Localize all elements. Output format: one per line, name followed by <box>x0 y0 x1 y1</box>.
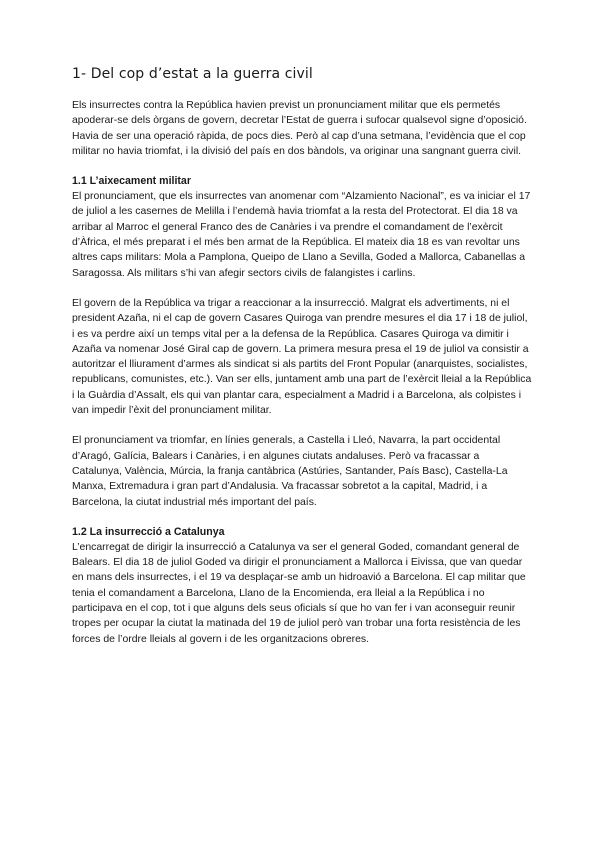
paragraph: El pronunciament, que els insurrectes van anomenar com “Alzamiento Nacional”, es va iniciar el 17 de juliol a les casernes de Melilla i l’endemà havia triomfat a la resta del Protectorat. El dia 18 va arribar al Marroc el general Franco des de Canàries i va prendre el comandament de l’exèrcit d’Àfrica, el més preparat i el més ben armat de la República. El mateix dia 18 es van revoltar uns altres caps militars: Mola a Pamplona, Queipo de Llano a Sevilla, Goded a Mallorca, Cabanellas a Saragossa. Als militars s’hi van afegir sectors civils de falangistes i carlins. <box>72 191 531 279</box>
intro-paragraph: Els insurrectes contra la República havien previst un pronunciament militar que els permetés apoderar-se dels òrgans de govern, decretar l’Estat de guerra i sufocar qualsevol signe d’oposició. Havia de ser una operació ràpida, de pocs dies. Però al cap d’una setmana, l’evidència que el cop militar no havia triomfat, i la divisió del país en dos bàndols, va originar una sangnant guerra civil. <box>72 100 527 157</box>
paragraph: L’encarregat de dirigir la insurrecció a Catalunya va ser el general Goded, comandant general de Balears. El dia 18 de juliol Goded va dirigir el pronunciament a Mallorca i Eivissa, que van quedar en mans dels insurrectes, i el 19 va desplaçar-se amb un hidroavió a Barcelona. El cap militar que tenia el comandament a Barcelona, Llano de la Encomienda, era lleial a la República i no participava en el cop, tot i que alguns dels seus oficials sí que ho van fer i van aconseguir reunir tropes per ocupar la ciutat la matinada del 19 de juliol però van trobar una forta resistència de les forces de l’ordre lleials al govern i de les organitzacions obreres. <box>72 541 526 645</box>
paragraph: El pronunciament va triomfar, en línies generals, a Castella i Lleó, Navarra, la part occidental d’Aragó, Galícia, Balears i Canàries, i en algunes ciutats andaluses. Però va fracassar a Catalunya, València, Múrcia, la franja cantàbrica (Astúries, Santander, País Basc), Castella-La Manxa, Extremadura i gran part d’Andalusia. Va fracassar sobretot a la capital, Madrid, i a Barcelona, la ciutat industrial més important del país. <box>72 435 508 508</box>
page-title: 1- Del cop d’estat a la guerra civil <box>72 66 313 82</box>
document-content <box>72 66 532 662</box>
paragraph: El govern de la República va trigar a reaccionar a la insurrecció. Malgrat els advertiments, ni el president Azaña, ni el cap de govern Casares Quiroga van prendre mesures el dia 17 i 18 de juliol, i es va perdre així un temps vital per a la defensa de la República. Casares Quiroga va dimitir i Azaña va nomenar José Giral cap de govern. La primera mesura presa el 19 de juliol va consistir a autoritzar el lliurament d’armes als sindicat si als partits del Front Popular (anarquistes, socialistes, republicans, comunistes, etc.). Van ser ells, juntament amb una part de l’exèrcit lleial a la República i la Guàrdia d’Assalt, els qui van plantar cara, especialment a Madrid i a Barcelona, als colpistes i van impedir l’èxit del pronunciament militar. <box>72 297 532 417</box>
section-heading-catalunya: 1.2 La insurrecció a Catalunya <box>72 525 225 538</box>
section-heading-aixecament: 1.1 L’aixecament militar <box>72 175 191 188</box>
